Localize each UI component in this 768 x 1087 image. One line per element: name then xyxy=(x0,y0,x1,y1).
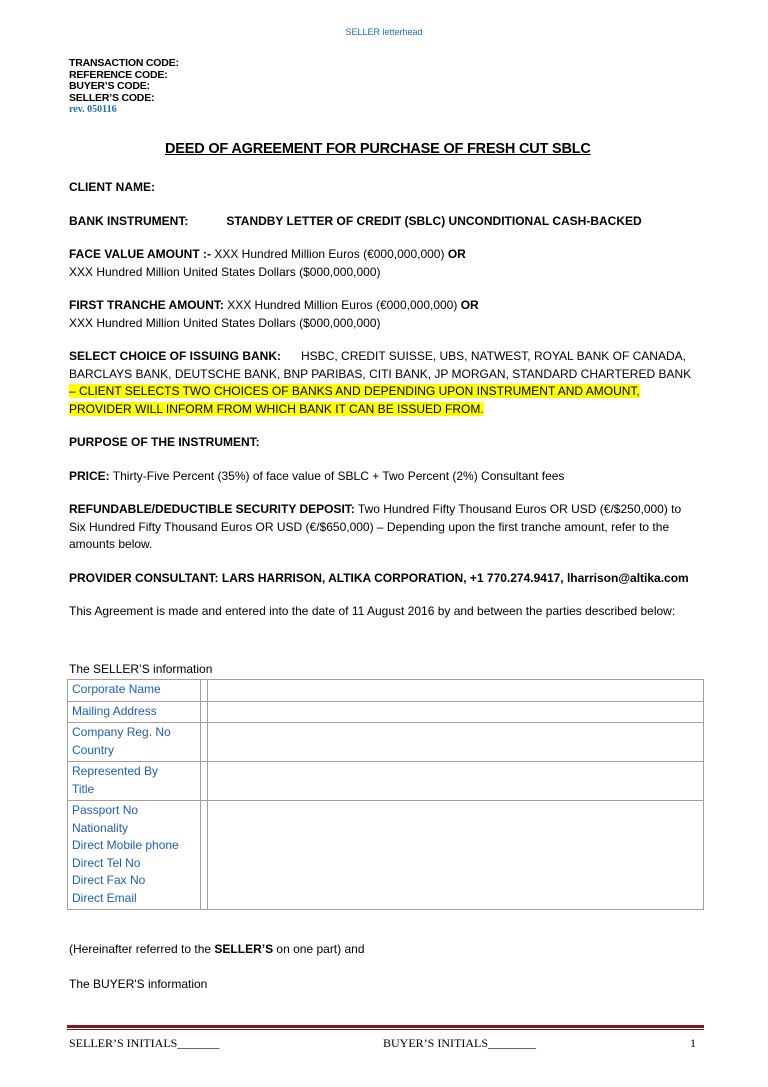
table-cell xyxy=(201,801,208,910)
nationality-label: Nationality xyxy=(72,820,129,835)
table-cell xyxy=(201,723,208,762)
table-cell xyxy=(201,680,208,702)
client-name xyxy=(69,179,699,197)
title-label: Title xyxy=(72,781,95,796)
letterhead: SELLER letterhead xyxy=(345,27,423,37)
client-name-label: CLIENT NAME: xyxy=(69,180,155,194)
page-title: DEED OF AGREEMENT FOR PURCHASE OF FRESH CUT SBLC xyxy=(165,141,591,157)
issuing-bank-list: HSBC, CREDIT SUISSE, UBS, NATWEST, ROYAL BANK OF CANADA, BARCLAYS BANK, DEUTSCHE BANK, BNP PARIBAS, CITI BANK, JP MORGAN, STANDARD CHARTERED BANK xyxy=(69,349,692,381)
mailing-address-field[interactable] xyxy=(208,701,704,723)
fax-label: Direct Fax No xyxy=(72,873,146,887)
table-row xyxy=(68,701,704,723)
tel-label: Direct Tel No xyxy=(72,855,141,870)
issuing-bank-note: – CLIENT SELECTS TWO CHOICES OF BANKS AND DEPENDING UPON INSTRUMENT AND AMOUNT, PROVIDER WILL INFORM FROM WHICH BANK IT CAN BE ISSUED FROM. xyxy=(69,384,640,416)
face-value-usd: XXX Hundred Million United States Dollars ($000,000,000) xyxy=(69,264,381,279)
deposit-label: REFUNDABLE/DEDUCTIBLE SECURITY DEPOSIT: xyxy=(69,502,355,516)
country-label: Country xyxy=(72,742,115,757)
deposit-value: Two Hundred Fifty Thousand Euros OR USD (€/$250,000) to Six Hundred Fifty Thousand Euros OR USD (€/$650,000) – Depending upon the first tranche amount, refer to the amounts below. xyxy=(69,502,682,551)
bank-instrument xyxy=(69,213,699,231)
passport-label: Passport No xyxy=(72,803,139,817)
represented-by-field[interactable] xyxy=(208,762,704,801)
seller-info-table xyxy=(67,679,704,910)
hereinafter-seller xyxy=(69,942,365,956)
represented-by-title-label xyxy=(68,762,201,801)
table-row xyxy=(68,801,704,910)
document-body xyxy=(69,179,699,637)
contact-details-field[interactable] xyxy=(208,801,704,910)
table-row xyxy=(68,762,704,801)
purpose xyxy=(69,434,699,452)
first-tranche-euro: XXX Hundred Million Euros (€000,000,000) xyxy=(223,298,461,312)
buyer-info-label: The BUYER'S information xyxy=(69,977,208,991)
first-tranche-or: OR xyxy=(460,298,479,312)
face-value-euro: XXX Hundred Million Euros (€000,000,000) xyxy=(211,247,448,261)
email-label: Direct Email xyxy=(72,890,137,905)
buyer-code: BUYER’S CODE: xyxy=(69,80,150,92)
company-reg-field[interactable] xyxy=(208,723,704,762)
seller-initials: SELLER’S INITIALS_______ xyxy=(69,1036,220,1050)
contact-details-label xyxy=(68,801,201,910)
agreement-intro: This Agreement is made and entered into the date of 11 August 2016 by and between the parties described below: xyxy=(69,604,676,618)
corporate-name-field[interactable] xyxy=(208,680,704,702)
codes-block xyxy=(69,58,179,116)
price xyxy=(69,468,699,486)
seller-code: SELLER’S CODE: xyxy=(69,91,155,104)
page-number: 1 xyxy=(690,1036,696,1050)
bank-instrument-value: STANDBY LETTER OF CREDIT (SBLC) UNCONDITIONAL CASH-BACKED xyxy=(226,213,642,228)
mobile-label: Direct Mobile phone xyxy=(72,838,179,852)
company-reg-label: Company Reg. No xyxy=(72,725,171,739)
footer-divider xyxy=(67,1025,704,1028)
reference-code: REFERENCE CODE: xyxy=(69,68,168,81)
mailing-address-label: Mailing Address xyxy=(68,701,201,723)
buyer-initials: BUYER’S INITIALS________ xyxy=(383,1036,536,1050)
transaction-code: TRANSACTION CODE: xyxy=(69,57,179,69)
first-tranche-usd: XXX Hundred Million United States Dollars ($000,000,000) xyxy=(69,315,381,330)
first-tranche xyxy=(69,297,699,332)
hereinafter-bold: SELLER’S xyxy=(214,942,274,956)
footer-divider-thin xyxy=(67,1029,704,1030)
corporate-name-label: Corporate Name xyxy=(68,680,201,702)
table-row xyxy=(68,723,704,762)
price-label: PRICE: xyxy=(69,468,110,483)
provider-consultant xyxy=(69,570,699,588)
face-value-label: FACE VALUE AMOUNT :- xyxy=(69,247,211,261)
seller-info-label: The SELLER’S information xyxy=(69,662,213,676)
table-row xyxy=(68,680,704,702)
face-value xyxy=(69,246,699,281)
first-tranche-label: FIRST TRANCHE AMOUNT: xyxy=(69,298,224,312)
issuing-bank-label: SELECT CHOICE OF ISSUING BANK: xyxy=(69,349,282,363)
consultant-text: PROVIDER CONSULTANT: LARS HARRISON, ALTIKA CORPORATION, +1 770.274.9417, lharrison@altika.com xyxy=(69,570,689,585)
security-deposit xyxy=(69,501,699,554)
table-cell xyxy=(201,762,208,801)
purpose-label: PURPOSE OF THE INSTRUMENT: xyxy=(69,435,260,449)
hereinafter-post: on one part) and xyxy=(273,942,365,956)
face-value-or: OR xyxy=(447,247,466,261)
price-value: Thirty-Five Percent (35%) of face value of SBLC + Two Percent (2%) Consultant fees xyxy=(109,468,565,483)
table-cell xyxy=(201,701,208,723)
company-reg-country-label xyxy=(68,723,201,762)
bank-instrument-label: BANK INSTRUMENT: xyxy=(69,213,189,228)
hereinafter-pre: (Hereinafter referred to the xyxy=(69,942,215,956)
issuing-bank xyxy=(69,348,699,418)
revision: rev. 050116 xyxy=(69,104,117,115)
represented-by-label: Represented By xyxy=(72,764,159,778)
